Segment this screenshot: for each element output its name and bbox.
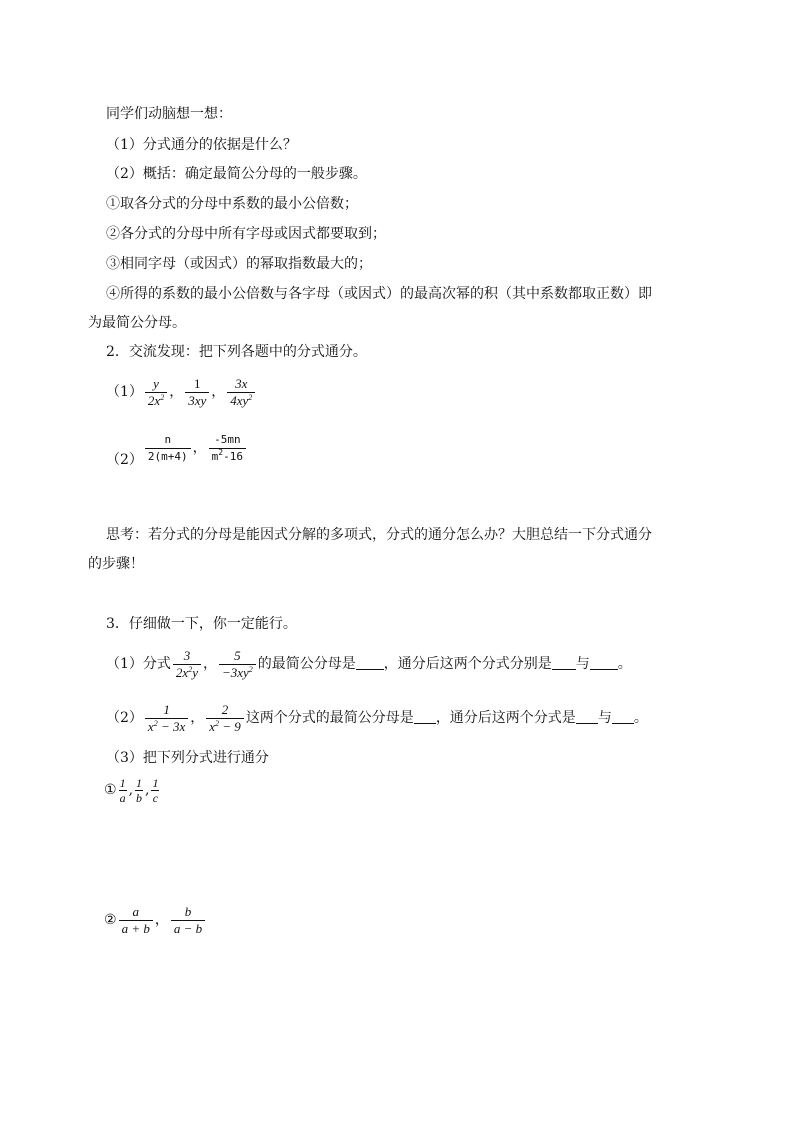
separator: , [145, 782, 150, 798]
denominator [209, 448, 246, 465]
section-2-problem-2 [106, 426, 248, 482]
denominator-text: 2x [175, 664, 189, 680]
problem-prefix: （2） [106, 710, 143, 726]
step-1: ①取各分式的分母中系数的最小公倍数； [106, 196, 358, 212]
section-3-title: 3．仔细做一下，你一定能行。 [106, 616, 297, 632]
numerator: 1 [163, 701, 170, 717]
problem-text: ，通分后这两个分式分别是 [383, 656, 552, 672]
numerator: 3x [235, 375, 248, 391]
denominator [145, 392, 167, 409]
fraction [145, 432, 191, 465]
separator: ， [192, 440, 207, 456]
exponent: 2 [153, 718, 158, 728]
step-4: ④所得的系数的最小公倍数与各字母（或因式）的最高次幂的积（其中系数都取正数）即 [106, 286, 652, 302]
fraction [219, 648, 256, 681]
numerator: 5 [234, 647, 241, 663]
fraction [209, 432, 246, 465]
denominator: 2(m+4) [145, 448, 191, 465]
separator: , [128, 782, 134, 798]
exponent: 2 [215, 718, 220, 728]
step-2: ②各分式的分母中所有字母或因式都要取到； [106, 226, 386, 242]
problem-text: 与 [575, 656, 590, 672]
fraction [145, 376, 167, 409]
answer-blank[interactable] [414, 709, 436, 724]
section-2-title: 2．交流发现：把下列各题中的分式通分。 [106, 344, 367, 360]
separator: ， [202, 656, 217, 672]
think-line-1: 思考：若分式的分母是能因式分解的多项式，分式的通分怎么办？大胆总结一下分式通分 [106, 527, 652, 543]
numerator: y [153, 375, 159, 391]
section-3-problem-3-item-2 [104, 898, 207, 942]
exponent: 2 [248, 664, 253, 674]
numerator: n [164, 432, 172, 446]
answer-blank[interactable] [612, 709, 634, 724]
answer-blank[interactable] [552, 655, 576, 670]
step-3: ③相同字母（或因式）的幂取指数最大的； [106, 256, 372, 272]
numerator: -5mn [214, 432, 241, 446]
denominator-text: 2x [147, 392, 161, 408]
answer-blank[interactable] [590, 655, 618, 670]
denominator-text: −3xy [221, 664, 249, 680]
denominator [227, 392, 255, 409]
fraction [227, 376, 255, 409]
numerator: 1 [152, 775, 159, 790]
fraction [145, 702, 188, 735]
denominator-text: x [209, 718, 216, 734]
denominator-text: − 9 [219, 718, 241, 734]
numerator: 1 [119, 775, 126, 790]
fraction [173, 648, 201, 681]
exponent: 2 [218, 447, 224, 457]
numerator: 1 [193, 375, 201, 391]
denominator: a − b [171, 920, 205, 937]
fraction [206, 702, 244, 735]
problem-prefix: （1）分式 [106, 656, 171, 672]
fraction [135, 776, 143, 805]
fraction [119, 776, 127, 805]
fraction [171, 904, 205, 937]
section-3-problem-2 [106, 696, 648, 740]
denominator-text: m [211, 449, 219, 463]
fraction [119, 904, 153, 937]
intro-text: 同学们动脑想一想： [106, 106, 232, 122]
section-3-problem-3-item-1 [104, 768, 161, 812]
denominator [206, 718, 244, 735]
denominator [173, 664, 201, 681]
problem-text: 。 [633, 710, 648, 726]
section-3-problem-3-title: （3）把下列分式进行通分 [106, 750, 269, 766]
separator: ， [211, 384, 226, 400]
problem-text: 。 [617, 656, 632, 672]
numerator: b [184, 903, 192, 919]
fraction [151, 776, 159, 805]
denominator: a [119, 790, 126, 805]
exponent: 2 [188, 664, 193, 674]
problem-label: （1） [106, 384, 143, 400]
think-line-2: 的步骤！ [88, 556, 144, 572]
denominator [145, 718, 188, 735]
exponent: 2 [248, 392, 253, 402]
section-2-problem-1 [106, 370, 257, 414]
denominator [219, 664, 256, 681]
separator: ， [190, 710, 205, 726]
problem-text: 与 [597, 710, 612, 726]
separator: ， [154, 912, 169, 928]
numerator: 3 [183, 647, 191, 663]
item-marker: ② [104, 912, 117, 928]
denominator-text: 4xy [230, 392, 249, 408]
item-marker: ① [104, 782, 117, 798]
step-4-continued: 为最简公分母。 [88, 315, 186, 331]
numerator: a [132, 903, 139, 919]
exponent: 2 [160, 392, 165, 402]
denominator-text: − 3x [157, 718, 186, 734]
denominator-text: x [147, 718, 154, 734]
denominator: a + b [119, 920, 153, 937]
denominator-text: y [192, 664, 198, 680]
numerator: 2 [221, 701, 229, 717]
answer-blank[interactable] [356, 655, 384, 670]
denominator: 3xy [185, 392, 209, 409]
denominator: c [152, 790, 159, 805]
separator: ， [169, 384, 184, 400]
fraction [185, 376, 209, 409]
problem-label: （2） [106, 452, 143, 468]
question-2: （2）概括：确定最简公分母的一般步骤。 [106, 166, 367, 182]
numerator: 1 [136, 775, 143, 790]
answer-blank[interactable] [576, 709, 598, 724]
question-1: （1）分式通分的依据是什么？ [106, 137, 297, 153]
section-3-problem-1 [106, 642, 632, 686]
problem-text: ，通分后这两个分式是 [435, 710, 576, 726]
problem-text: 的最简公分母是 [257, 656, 356, 672]
problem-text: 这两个分式的最简公分母是 [245, 710, 414, 726]
denominator-text: -16 [223, 449, 243, 463]
denominator: b [136, 790, 143, 805]
